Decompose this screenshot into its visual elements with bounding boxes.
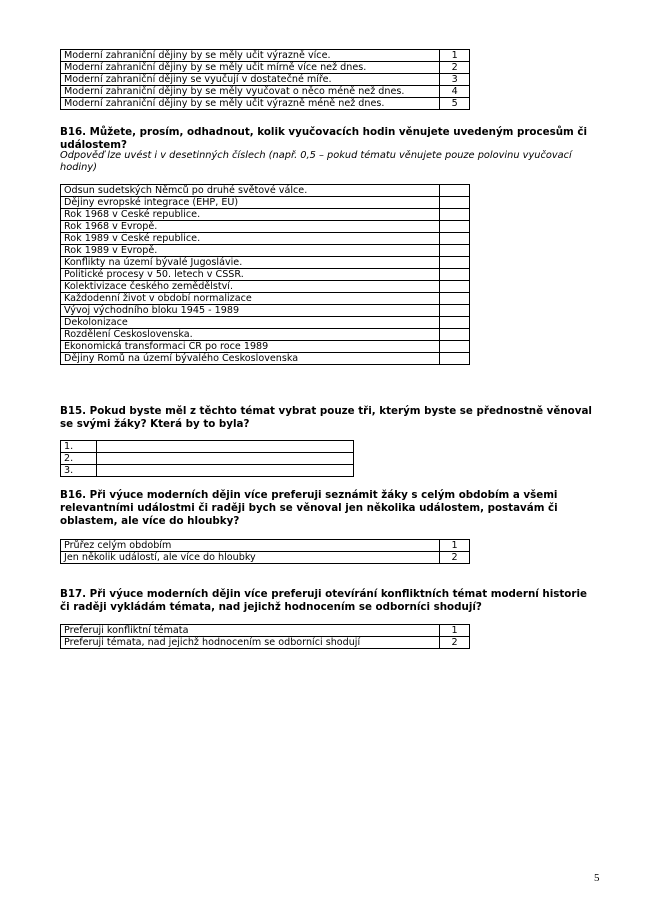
hours-cell[interactable] <box>440 281 470 293</box>
row-text: Konflikty na území bývalé Jugoslávie. <box>61 257 440 269</box>
row-text: Rok 1989 v České republice. <box>61 233 440 245</box>
hours-cell[interactable] <box>440 197 470 209</box>
table-row <box>61 209 470 221</box>
row-text: Moderní zahraniční dějiny by se měly učit výrazně méně než dnes. <box>61 98 440 110</box>
row-text: Dekolonizace <box>61 317 440 329</box>
table-row <box>61 98 470 110</box>
hours-cell[interactable] <box>440 317 470 329</box>
table-row <box>61 353 470 365</box>
row-text: Rok 1968 v Evropě. <box>61 221 440 233</box>
table-row[interactable] <box>61 625 470 637</box>
answer-cell[interactable] <box>96 441 353 453</box>
answer-cell[interactable] <box>96 453 353 465</box>
hours-cell[interactable] <box>440 329 470 341</box>
hours-cell[interactable] <box>440 341 470 353</box>
hours-table <box>60 184 470 365</box>
row-text: Moderní zahraniční dějiny by se měly učit výrazně více. <box>61 50 440 62</box>
row-text: Dějiny evropské integrace (EHP, EU) <box>61 197 440 209</box>
row-text: Každodenní život v období normalizace <box>61 293 440 305</box>
row-text: Ekonomická transformaci ČR po roce 1989 <box>61 341 440 353</box>
question-b16-hours-title: B16. Můžete, prosím, odhadnout, kolik vyučovacích hodin věnujete uvedeným procesům či událostem? <box>60 126 588 151</box>
hours-cell[interactable] <box>440 245 470 257</box>
row-code: 5 <box>440 98 470 110</box>
row-text: Kolektivizace českého zemědělství. <box>61 281 440 293</box>
table-row <box>61 257 470 269</box>
row-text: Dějiny Romů na území bývalého Československa <box>61 353 440 365</box>
table-row[interactable] <box>61 540 470 552</box>
hours-cell[interactable] <box>440 293 470 305</box>
table-row <box>61 305 470 317</box>
hours-cell[interactable] <box>440 257 470 269</box>
hours-cell[interactable] <box>440 209 470 221</box>
page-number: 5 <box>594 872 600 884</box>
row-text: Odsun sudetských Němců po druhé světové válce. <box>61 185 440 197</box>
row-text: Moderní zahraniční dějiny by se měly učit mírně více než dnes. <box>61 62 440 74</box>
table-row <box>61 465 354 477</box>
row-code[interactable]: 1 <box>440 625 470 637</box>
row-text: Rozdělení Československa. <box>61 329 440 341</box>
table-row <box>61 74 470 86</box>
table-row <box>61 453 354 465</box>
question-b15-three-title: B15. Pokud byste měl z těchto témat vybrat pouze tři, kterým byste se přednostně věnoval se svými žáky? Která by to byla? <box>60 405 592 430</box>
question-b16-hours-instruction: Odpověď lze uvést i v desetinných číslech (např. 0,5 – pokud tématu věnujete pouze polovinu vyučovací hodiny) <box>60 150 572 173</box>
row-text: Rok 1968 v České republice. <box>61 209 440 221</box>
hours-cell[interactable] <box>440 233 470 245</box>
row-text: Preferuji konfliktní témata <box>61 625 440 637</box>
table-row <box>61 293 470 305</box>
hours-cell[interactable] <box>440 185 470 197</box>
table-row <box>61 50 470 62</box>
answer-cell[interactable] <box>96 465 353 477</box>
table-row <box>61 62 470 74</box>
question-b17-title: B17. Při výuce moderních dějin více preferuji otevírání konfliktních témat moderní historie či raději vykládám témata, nad jejichž hodnocením se odborníci shodují? <box>60 588 587 613</box>
row-text: Vývoj východního bloku 1945 - 1989 <box>61 305 440 317</box>
row-code[interactable]: 2 <box>440 637 470 649</box>
overview-table <box>60 539 470 564</box>
row-code[interactable]: 1 <box>440 540 470 552</box>
row-code: 3 <box>440 74 470 86</box>
table-row <box>61 233 470 245</box>
row-code: 1 <box>440 50 470 62</box>
row-code: 4 <box>440 86 470 98</box>
three-topics-table <box>60 440 354 477</box>
row-number: 1. <box>61 441 97 453</box>
row-number: 2. <box>61 453 97 465</box>
scale-table <box>60 49 470 110</box>
table-row <box>61 341 470 353</box>
table-row <box>61 221 470 233</box>
question-b16-overview-title: B16. Při výuce moderních dějin více preferuji seznámit žáky s celým obdobím a všemi relevantními událostmi či raději bych se věnoval jen několika událostem, postavám či oblastem, ale více do hloubky? <box>60 489 558 527</box>
hours-cell[interactable] <box>440 221 470 233</box>
table-row <box>61 281 470 293</box>
row-text: Jen několik událostí, ale více do hloubky <box>61 552 440 564</box>
table-row <box>61 86 470 98</box>
row-text: Politické procesy v 50. letech v ČSSR. <box>61 269 440 281</box>
row-text: Rok 1989 v Evropě. <box>61 245 440 257</box>
row-code[interactable]: 2 <box>440 552 470 564</box>
b17-table <box>60 624 470 649</box>
hours-cell[interactable] <box>440 305 470 317</box>
table-row <box>61 329 470 341</box>
row-text: Moderní zahraniční dějiny by se měly vyučovat o něco méně než dnes. <box>61 86 440 98</box>
table-row[interactable] <box>61 637 470 649</box>
row-number: 3. <box>61 465 97 477</box>
table-row <box>61 245 470 257</box>
row-text: Moderní zahraniční dějiny se vyučují v dostatečné míře. <box>61 74 440 86</box>
row-text: Průřez celým obdobím <box>61 540 440 552</box>
table-row <box>61 197 470 209</box>
table-row <box>61 269 470 281</box>
hours-cell[interactable] <box>440 269 470 281</box>
table-row <box>61 317 470 329</box>
table-row <box>61 441 354 453</box>
row-code: 2 <box>440 62 470 74</box>
table-row <box>61 185 470 197</box>
table-row[interactable] <box>61 552 470 564</box>
hours-cell[interactable] <box>440 353 470 365</box>
row-text: Preferuji témata, nad jejichž hodnocením se odborníci shodují <box>61 637 440 649</box>
